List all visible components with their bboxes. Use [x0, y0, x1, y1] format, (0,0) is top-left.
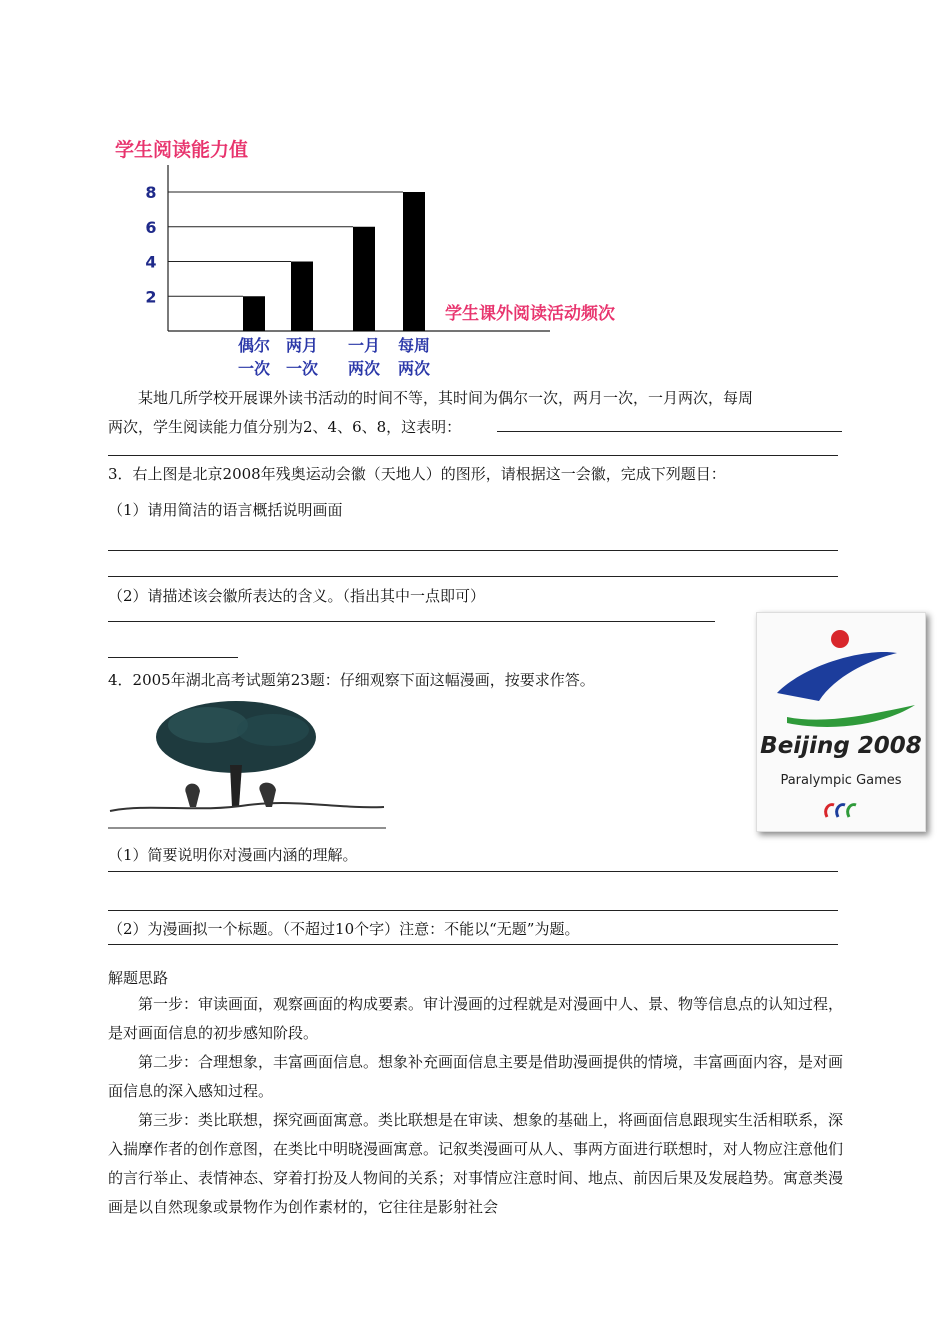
- small-tree-left: [185, 784, 200, 807]
- bar-chart: [105, 125, 645, 385]
- chart-bar: [243, 296, 265, 331]
- q4-sub1: （1）简要说明你对漫画内涵的理解。: [108, 846, 358, 864]
- q4-title: 4．2005年湖北高考试题第23题：仔细观察下面这幅漫画，按要求作答。: [108, 671, 595, 689]
- chart-category-label: 每周: [397, 336, 431, 355]
- chart-plot-area: [145, 165, 550, 378]
- chart-category-label: 两次: [347, 359, 381, 378]
- chart-bar: [353, 227, 375, 331]
- chart-category-label: 一次: [237, 359, 271, 378]
- chart-y-tick-label: 4: [145, 252, 157, 272]
- q4-answer-line-1[interactable]: [108, 871, 838, 872]
- q2-line2: 两次，学生阅读能力值分别为2、4、6、8，这表明：: [108, 418, 462, 436]
- chart-category-label: 一月: [347, 336, 381, 355]
- q2-answer-line-1[interactable]: [497, 431, 842, 432]
- chart-bar: [403, 192, 425, 331]
- q2-line1: 某地几所学校开展课外读书活动的时间不等，其时间为偶尔一次，两月一次，一月两次，每周: [138, 389, 754, 407]
- q3-answer-line-3[interactable]: [108, 621, 715, 622]
- q3-sub1: （1）请用简洁的语言概括说明画面: [108, 501, 343, 519]
- logo-paralympic-text: Paralympic Games: [780, 773, 902, 788]
- chart-category-label: 两次: [397, 359, 431, 378]
- q3-answer-line-1[interactable]: [108, 550, 838, 551]
- q4-sub2: （2）为漫画拟一个标题。（不超过10个字）注意：不能以“无题”为题。: [108, 920, 580, 938]
- solution-step1: 第一步：审读画面，观察画面的构成要素。审计漫画的过程就是对漫画中人、景、物等信息点的认知过程，是对画面信息的初步感知阶段。: [108, 995, 844, 1042]
- logo-beijing-text: Beijing 2008: [760, 733, 922, 759]
- logo-green-stroke: [787, 705, 915, 727]
- chart-category-label: 偶尔: [237, 336, 271, 355]
- q3-answer-line-2[interactable]: [108, 576, 838, 577]
- logo-emblem-icon: [757, 613, 925, 733]
- chart-category-label: 两月: [285, 336, 319, 355]
- q3-answer-line-4[interactable]: [108, 657, 238, 658]
- paralympic-logo: [756, 612, 926, 832]
- chart-bar: [291, 262, 313, 332]
- chart-x-axis-label: 学生课外阅读活动频次: [445, 304, 615, 324]
- chart-y-tick-label: 8: [145, 183, 157, 202]
- cartoon-tree-image: [108, 695, 388, 830]
- logo-head-dot: [831, 630, 849, 648]
- q3-sub2: （2）请描述该会徽所表达的含义。（指出其中一点即可）: [108, 587, 486, 605]
- q2-answer-line-2[interactable]: [108, 455, 838, 456]
- q3-title: 3．右上图是北京2008年残奥运动会徽（天地人）的图形，请根据这一会徽，完成下列题目：: [108, 465, 726, 483]
- logo-blue-stroke: [777, 652, 897, 701]
- tree-trunk: [230, 765, 242, 807]
- q4-answer-line-3[interactable]: [108, 944, 838, 945]
- ground-line: [110, 803, 384, 811]
- solution-step3: 第三步：类比联想，探究画面寓意。类比联想是在审读、想象的基础上，将画面信息跟现实生活相联系，深入揣摩作者的创作意图，在类比中明晓漫画寓意。记叙类漫画可从人、事两方面进行联想时，对人物应注意他们的言行举止、表情神态、穿着打扮及人物间的关系；对事情应注意时间、地点、前因后果及发展趋势。寓意类漫画是以自然现象或景物作为创作素材的，它往往是影射社会: [108, 1111, 844, 1216]
- solution-heading: 解题思路: [108, 969, 169, 987]
- chart-category-label: 一次: [285, 359, 319, 378]
- chart-y-axis-label: 学生阅读能力值: [115, 139, 249, 161]
- q4-answer-line-2[interactable]: [108, 910, 838, 911]
- chart-y-tick-label: 6: [145, 217, 157, 237]
- q2-paragraph: [108, 384, 843, 413]
- solution-step2: 第二步：合理想象，丰富画面信息。想象补充画面信息主要是借助漫画提供的情境，丰富画面内容，是对画面信息的深入感知过程。: [108, 1053, 844, 1100]
- agitos-icon: [821, 799, 861, 823]
- chart-y-tick-label: 2: [145, 287, 157, 307]
